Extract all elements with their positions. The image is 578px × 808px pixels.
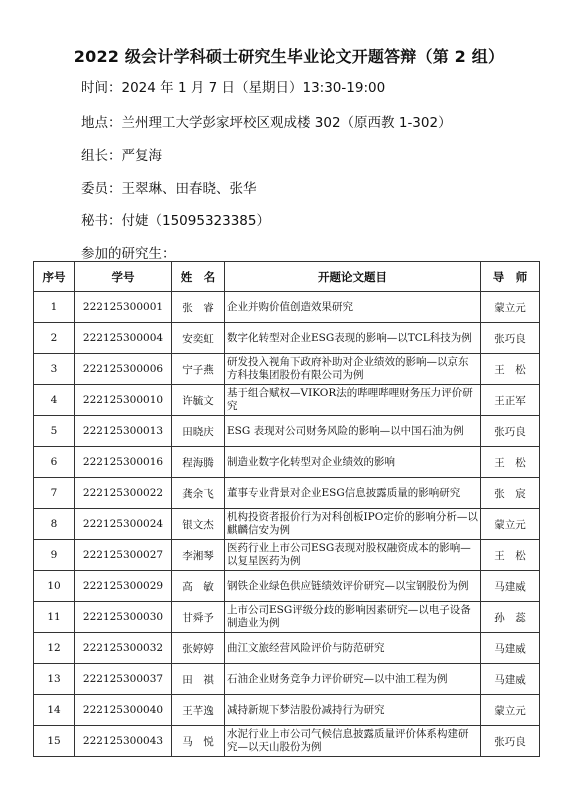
header-student-id: 学号	[75, 262, 172, 292]
thesis-title: 医药行业上市公司ESG表现对股权融资成本的影响—以复星医药为例	[225, 540, 481, 571]
student-id: 222125300004	[75, 323, 172, 354]
student-id: 222125300010	[75, 385, 172, 416]
advisor: 王 松	[481, 354, 540, 385]
row-index: 1	[34, 292, 75, 323]
advisor: 张巧良	[481, 416, 540, 447]
committee-members: 委员：王翠琳、田春晓、张华	[81, 181, 257, 197]
meeting-place: 地点：兰州理工大学彭家坪校区观成楼 302（原西教 1-302）	[81, 115, 452, 131]
row-index: 12	[34, 633, 75, 664]
student-id: 222125300006	[75, 354, 172, 385]
thesis-title: 曲江文旅经营风险评价与防范研究	[225, 633, 481, 664]
thesis-title: 制造业数字化转型对企业绩效的影响	[225, 447, 481, 478]
student-name: 田 祺	[172, 664, 225, 695]
student-id: 222125300030	[75, 602, 172, 633]
header-advisor: 导 师	[481, 262, 540, 292]
thesis-title: 数字化转型对企业ESG表现的影响—以TCL科技为例	[225, 323, 481, 354]
table-row	[34, 633, 540, 664]
thesis-title: 钢铁企业绿色供应链绩效评价研究—以宝钢股份为例	[225, 571, 481, 602]
advisor: 马建威	[481, 664, 540, 695]
thesis-title: 企业并购价值创造效果研究	[225, 292, 481, 323]
thesis-title: 基于组合赋权—VIKOR法的哔哩哔哩财务压力评价研究	[225, 385, 481, 416]
row-index: 5	[34, 416, 75, 447]
group-leader: 组长：严复海	[81, 148, 162, 164]
header-thesis-title: 开题论文题目	[225, 262, 481, 292]
students-label: 参加的研究生：	[81, 246, 176, 262]
advisor: 张巧良	[481, 323, 540, 354]
table-row	[34, 478, 540, 509]
row-index: 13	[34, 664, 75, 695]
student-id: 222125300022	[75, 478, 172, 509]
advisor: 张巧良	[481, 726, 540, 757]
student-name: 王芊逸	[172, 695, 225, 726]
document-title: 2022 级会计学科硕士研究生毕业论文开题答辩（第 2 组）	[73, 47, 505, 66]
student-name: 龚余飞	[172, 478, 225, 509]
thesis-title: 水泥行业上市公司气候信息披露质量评价体系构建研究—以天山股份为例	[225, 726, 481, 757]
table-row	[34, 323, 540, 354]
advisor: 蒙立元	[481, 509, 540, 540]
thesis-title: 研发投入视角下政府补助对企业绩效的影响—以京东方科技集团股份有限公司为例	[225, 354, 481, 385]
table-row	[34, 509, 540, 540]
row-index: 7	[34, 478, 75, 509]
advisor: 王正军	[481, 385, 540, 416]
row-index: 9	[34, 540, 75, 571]
student-name: 许毓文	[172, 385, 225, 416]
row-index: 2	[34, 323, 75, 354]
advisor: 孙 蕊	[481, 602, 540, 633]
row-index: 15	[34, 726, 75, 757]
table-row	[34, 292, 540, 323]
table-header-row	[34, 262, 540, 292]
row-index: 11	[34, 602, 75, 633]
student-name: 李湘琴	[172, 540, 225, 571]
table-row	[34, 726, 540, 757]
student-name: 甘舜予	[172, 602, 225, 633]
student-id: 222125300016	[75, 447, 172, 478]
advisor: 马建威	[481, 571, 540, 602]
student-name: 张婷婷	[172, 633, 225, 664]
thesis-title: 董事专业背景对企业ESG信息披露质量的影响研究	[225, 478, 481, 509]
student-id: 222125300032	[75, 633, 172, 664]
row-index: 14	[34, 695, 75, 726]
student-id: 222125300027	[75, 540, 172, 571]
advisor: 王 松	[481, 540, 540, 571]
student-id: 222125300040	[75, 695, 172, 726]
student-table	[33, 261, 540, 757]
advisor: 王 松	[481, 447, 540, 478]
thesis-title: 减持新规下梦洁股份减持行为研究	[225, 695, 481, 726]
student-name: 高 敏	[172, 571, 225, 602]
table-row	[34, 540, 540, 571]
table-row	[34, 664, 540, 695]
thesis-title: 机构投资者报价行为对科创板IPO定价的影响分析—以麒麟信安为例	[225, 509, 481, 540]
table-row	[34, 447, 540, 478]
student-name: 宁子燕	[172, 354, 225, 385]
student-name: 田晓庆	[172, 416, 225, 447]
table-row	[34, 385, 540, 416]
row-index: 4	[34, 385, 75, 416]
advisor: 马建威	[481, 633, 540, 664]
row-index: 8	[34, 509, 75, 540]
student-name: 银文杰	[172, 509, 225, 540]
student-id: 222125300043	[75, 726, 172, 757]
thesis-title: ESG 表现对公司财务风险的影响—以中国石油为例	[225, 416, 481, 447]
thesis-title: 石油企业财务竞争力评价研究—以中油工程为例	[225, 664, 481, 695]
student-name: 程海腾	[172, 447, 225, 478]
student-name: 张 睿	[172, 292, 225, 323]
header-index: 序号	[34, 262, 75, 292]
table-row	[34, 695, 540, 726]
advisor: 蒙立元	[481, 695, 540, 726]
student-name: 马 悦	[172, 726, 225, 757]
table-body	[34, 292, 540, 757]
advisor: 蒙立元	[481, 292, 540, 323]
student-id: 222125300013	[75, 416, 172, 447]
table-row	[34, 571, 540, 602]
row-index: 6	[34, 447, 75, 478]
row-index: 3	[34, 354, 75, 385]
student-id: 222125300037	[75, 664, 172, 695]
student-id: 222125300029	[75, 571, 172, 602]
table-row	[34, 602, 540, 633]
meeting-time: 时间：2024 年 1 月 7 日（星期日）13:30-19:00	[81, 80, 386, 96]
student-id: 222125300024	[75, 509, 172, 540]
student-id: 222125300001	[75, 292, 172, 323]
advisor: 张 宸	[481, 478, 540, 509]
header-name: 姓 名	[172, 262, 225, 292]
table-row	[34, 354, 540, 385]
thesis-title: 上市公司ESG评级分歧的影响因素研究—以电子设备制造业为例	[225, 602, 481, 633]
table-row	[34, 416, 540, 447]
secretary: 秘书：付婕（15095323385）	[81, 213, 270, 229]
row-index: 10	[34, 571, 75, 602]
student-name: 安奕虹	[172, 323, 225, 354]
